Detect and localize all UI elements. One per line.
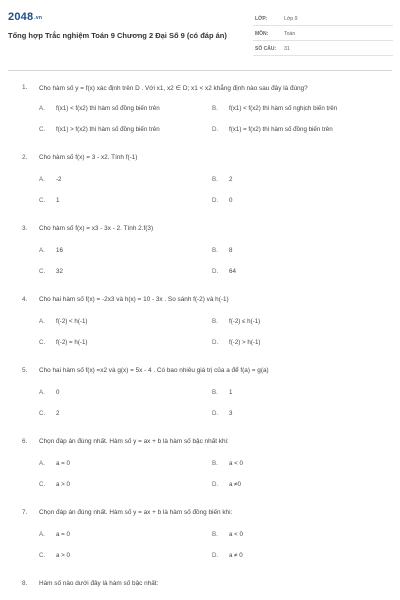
meta-row-question-count	[253, 44, 393, 56]
document-header	[0, 0, 400, 70]
question-text: Hàm số nào dưới đây là hàm số bậc nhất:	[39, 580, 159, 587]
option-b[interactable]: B. 2	[212, 176, 233, 183]
option-a[interactable]: A. -2	[39, 176, 62, 183]
header-divider	[8, 70, 392, 71]
option-d[interactable]: D. a ≠0	[212, 481, 241, 488]
option-b[interactable]: B. f(-2) ≤ h(-1)	[212, 318, 261, 325]
question-number: 6.	[22, 438, 28, 445]
question-number: 5.	[22, 367, 28, 374]
option-c[interactable]: C. a > 0	[39, 481, 70, 488]
option-a[interactable]: A. f(-2) < h(-1)	[39, 318, 88, 325]
question-text: Cho hàm số f(x) = 3 - x2. Tính f(-1)	[39, 154, 138, 161]
meta-row-grade	[253, 14, 393, 26]
document-title: Tổng hợp Trắc nghiệm Toán 9 Chương 2 Đại Số 9 (có đáp án)	[8, 31, 227, 40]
option-b[interactable]: B. 1	[212, 389, 233, 396]
option-c[interactable]: C. 32	[39, 268, 63, 275]
option-d[interactable]: D. 0	[212, 197, 233, 204]
option-b[interactable]: B. 8	[212, 247, 233, 254]
question-text: Cho hai hàm số f(x) = -2x3 và h(x) = 10 - 3x . So sánh f(-2) và h(-1)	[39, 296, 229, 303]
option-d[interactable]: D. a ≠ 0	[212, 552, 243, 559]
site-logo[interactable]: 2048.vn	[8, 11, 43, 23]
question-number: 3.	[22, 225, 28, 232]
question-text: Chọn đáp án đúng nhất. Hàm số y = ax + b là hàm số bậc nhất khi:	[39, 438, 229, 445]
meta-label-question-count: SỐ CÂU:	[255, 46, 277, 52]
option-c[interactable]: C. f(-2) = h(-1)	[39, 339, 88, 346]
question-number: 1.	[22, 84, 28, 91]
question-number: 8.	[22, 580, 28, 587]
question-text: Cho hàm số f(x) = x3 - 3x - 2. Tính 2.f(3)	[39, 225, 154, 232]
option-c[interactable]: C. 2	[39, 410, 60, 417]
meta-value-grade: Lớp 9	[284, 16, 298, 22]
meta-value-subject: Toán	[284, 31, 296, 37]
meta-value-question-count: 31	[284, 46, 290, 52]
meta-label-subject: MÔN:	[255, 31, 269, 37]
option-a[interactable]: A. a = 0	[39, 531, 70, 538]
question-text: Chọn đáp án đúng nhất. Hàm số y = ax + b là hàm số đồng biến khi:	[39, 509, 233, 516]
meta-label-grade: LỚP:	[255, 16, 268, 22]
option-a[interactable]: A. a = 0	[39, 460, 70, 467]
option-c[interactable]: C. f(x1) > f(x2) thì hàm số đồng biến trên	[39, 126, 160, 133]
question-text: Cho hàm số y = f(x) xác định trên D . Với x1, x2 ∈ D; x1 < x2 khẳng định nào sau đây là đúng?	[39, 85, 308, 92]
option-a[interactable]: A. 16	[39, 247, 63, 254]
option-b[interactable]: B. a < 0	[212, 531, 243, 538]
option-b[interactable]: B. a < 0	[212, 460, 243, 467]
option-a[interactable]: A. 0	[39, 389, 60, 396]
option-d[interactable]: D. f(x1) = f(x2) thì hàm số đồng biến trên	[212, 126, 333, 133]
meta-row-subject	[253, 29, 393, 41]
question-number: 2.	[22, 154, 28, 161]
option-b[interactable]: B. f(x1) < f(x2) thì hàm số nghịch biến trên	[212, 105, 338, 112]
option-d[interactable]: D. f(-2) > h(-1)	[212, 339, 261, 346]
question-number: 4.	[22, 296, 28, 303]
option-c[interactable]: C. a > 0	[39, 552, 70, 559]
option-c[interactable]: C. 1	[39, 197, 60, 204]
option-d[interactable]: D. 64	[212, 268, 236, 275]
option-d[interactable]: D. 3	[212, 410, 233, 417]
question-number: 7.	[22, 509, 28, 516]
option-a[interactable]: A. f(x1) < f(x2) thì hàm số đồng biến trên	[39, 105, 160, 112]
question-text: Cho hai hàm số f(x) =x2 và g(x) = 5x - 4 . Có bao nhiêu giá trị của a để f(a) = g(a)	[39, 367, 269, 374]
